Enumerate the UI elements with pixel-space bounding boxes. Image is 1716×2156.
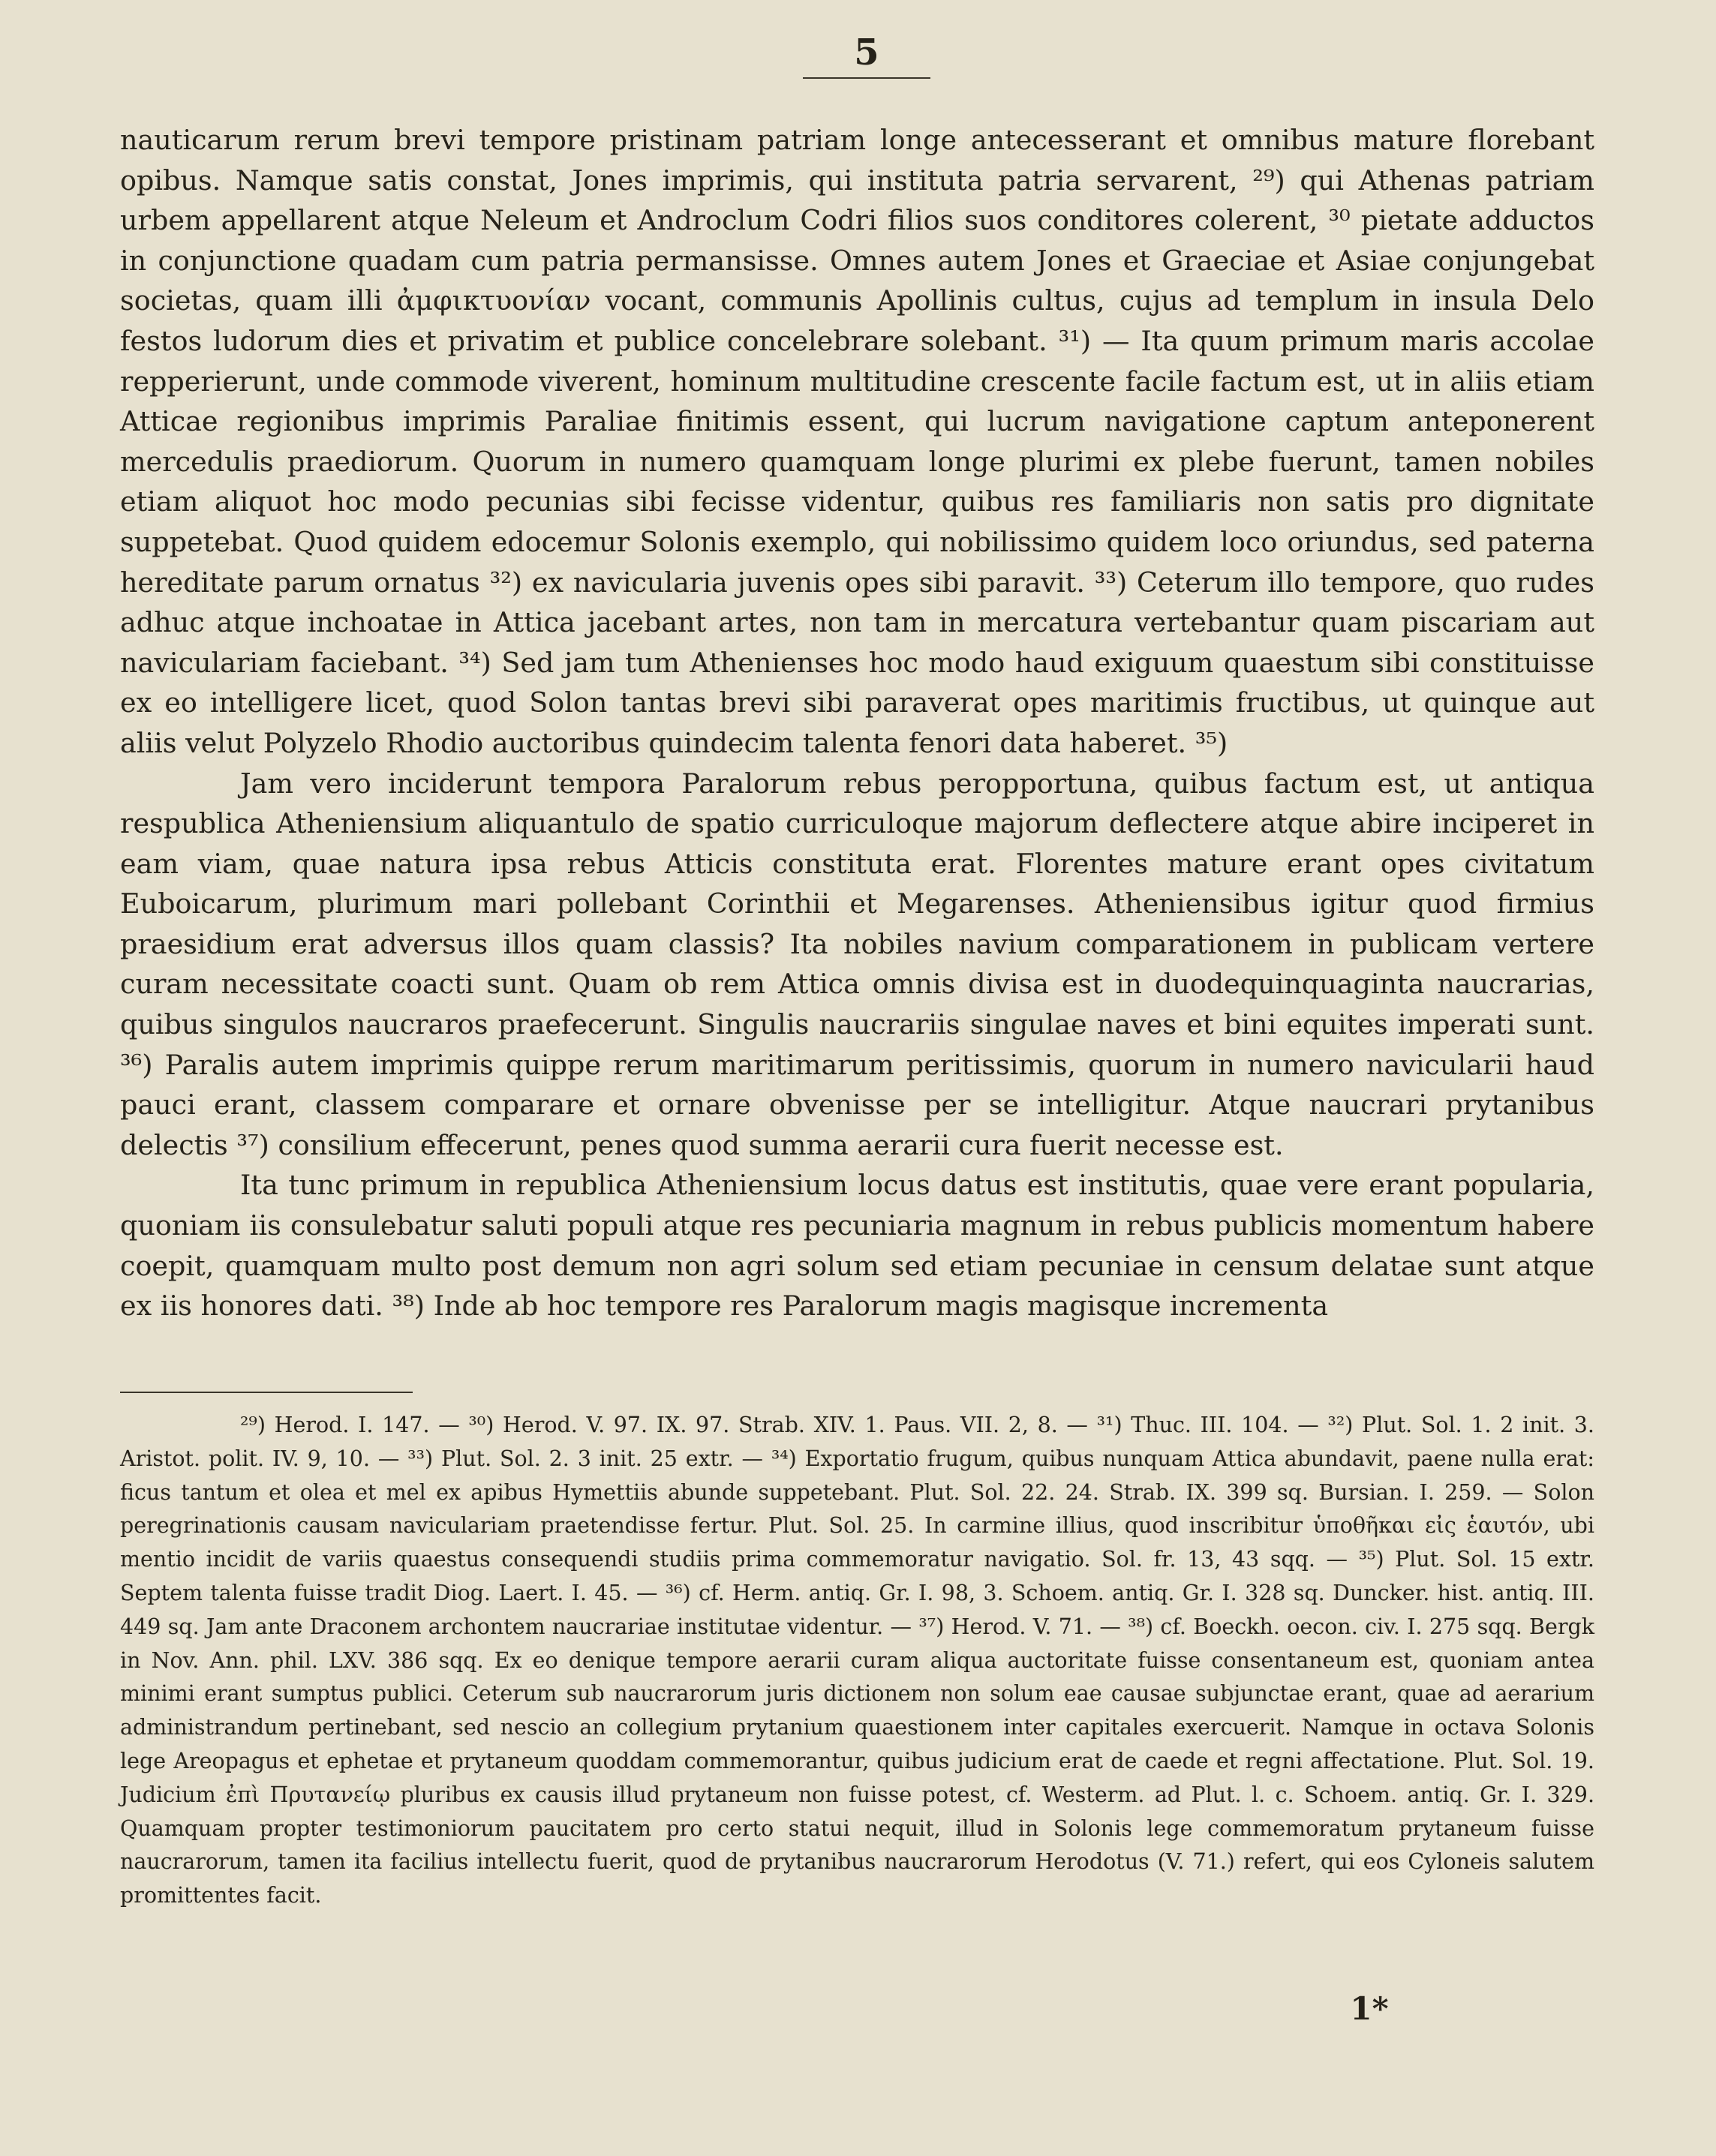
paragraph-3: Ita tunc primum in republica Atheniensium locus datus est institutis, quae vere erant popularia, quoniam iis consulebatur saluti populi atque res pecuniaria magnum in rebus publicis momentum habere coepit, quamquam multo post demum non agri solum sed etiam pecuniae in censum delatae sunt atque ex iis honores dati. ³⁸) Inde ab hoc tempore res Paralorum magis magisque incrementa (120, 1169, 1594, 1323)
header-rule (803, 77, 930, 79)
page-number: 5 (854, 32, 879, 74)
signature-mark: 1* (1350, 1990, 1389, 2027)
footnote-text: ²⁹) Herod. I. 147. — ³⁰) Herod. V. 97. IX. 97. Strab. XIV. 1. Paus. VII. 2, 8. — ³¹) Thuc. III. 104. — ³²) Plut. Sol. 1. 2 init. 3. Aristot. polit. IV. 9, 10. — ³³) Plut. Sol. 2. 3 init. 25 extr. — ³⁴) Exportatio frugum, quibus nunquam Attica abundavit, paene nulla erat: ficus tantum et olea et mel ex apibus Hymettiis abunde suppetebant. Plut. Sol. 22. 24. Strab. IX. 399 sq. Bursian. I. 259. — Solon peregrinationis causam naviculariam praetendisse fertur. Plut. Sol. 25. In carmine illius, quod inscribitur ὑποθῆκαι εἰς ἑαυτόν, ubi mentio incidit de variis quaestus consequendi studiis prima commemoratur navigatio. Sol. fr. 13, 43 sqq. — ³⁵) Plut. Sol. 15 extr. Septem talenta fuisse tradit Diog. Laert. I. 45. — ³⁶) cf. Herm. antiq. Gr. I. 98, 3. Schoem. antiq. Gr. I. 328 sq. Duncker. hist. antiq. III. 449 sq. Jam ante Draconem archontem naucrariae institutae videntur. — ³⁷) Herod. V. 71. — ³⁸) cf. Boeckh. oecon. civ. I. 275 sqq. Bergk in Nov. Ann. phil. LXV. 386 sqq. Ex eo denique tempore aerarii curam aliqua auctoritate fuisse consentaneum est, quoniam antea minimi erant sumptus publici. Ceterum sub naucrarorum juris dictionem non solum eae causae subjunctae erant, quae ad aerarium administrandum pertinebant, sed nescio an collegium prytanium quaestionem inter capitales exercuerit. Namque in octava Solonis lege Areopagus et ephetae et prytaneum quoddam commemorantur, quibus judicium erat de caede et regni affectatione. Plut. Sol. 19. Judicium ἐπὶ Πρυτανείῳ pluribus ex causis illud prytaneum non fuisse potest, cf. Westerm. ad Plut. l. c. Schoem. antiq. Gr. I. 329. Quamquam propter testimoniorum paucitatem pro certo statui nequit, illud in Solonis lege commemoratum prytaneum fuisse naucrarorum, tamen ita facilius intellectu fuerit, quod de prytanibus naucrarorum Herodotus (V. 71.) refert, qui eos Cyloneis salutem promittentes facit. (120, 1413, 1594, 1908)
footnote-separator (120, 1392, 413, 1393)
paragraph-2: Jam vero inciderunt tempora Paralorum rebus peropportuna, quibus factum est, ut antiqua respublica Atheniensium aliquantulo de spatio curriculoque majorum deflectere atque abire inciperet in eam viam, quae natura ipsa rebus Atticis constituta erat. Florentes mature erant opes civitatum Euboicarum, plurimum mari pollebant Corinthii et Megarenses. Atheniensibus igitur quod firmius praesidium erat adversus illos quam classis? Ita nobiles navium comparationem in publicam vertere curam necessitate coacti sunt. Quam ob rem Attica omnis divisa est in duodequinquaginta naucrarias, quibus singulos naucraros praefecerunt. Singulis naucrariis singulae naves et bini equites imperati sunt. ³⁶) Paralis autem imprimis quippe rerum maritimarum peritissimis, quorum in numero navicularii haud pauci erant, classem comparare et ornare obvenisse per se intelligitur. Atque naucrari prytanibus delectis ³⁷) consilium effecerunt, penes quod summa aerarii cura fuerit necesse est. (120, 767, 1594, 1161)
main-text (120, 120, 1594, 1326)
footnotes (120, 1409, 1594, 1913)
paragraph-1: nauticarum rerum brevi tempore pristinam patriam longe antecesserant et omnibus mature florebant opibus. Namque satis constat, Jones imprimis, qui instituta patria servarent, ²⁹) qui Athenas patriam urbem appellarent atque Neleum et Androclum Codri filios suos conditores colerent, ³⁰ pietate adductos in conjunctione quadam cum patria permansisse. Omnes autem Jones et Graeciae et Asiae conjungebat societas, quam illi ἀμφικτυονίαν vocant, communis Apollinis cultus, cujus ad templum in insula Delo festos ludorum dies et privatim et publice concelebrare solebant. ³¹) — Ita quum primum maris accolae repperierunt, unde commode viverent, hominum multitudine crescente facile factum est, ut in aliis etiam Atticae regionibus imprimis Paraliae finitimis essent, qui lucrum navigatione captum anteponerent mercedulis praediorum. Quorum in numero quamquam longe plurimi ex plebe fuerunt, tamen nobiles etiam aliquot hoc modo pecunias sibi fecisse videntur, quibus res familiaris non satis pro dignitate suppetebat. Quod quidem edocemur Solonis exemplo, qui nobilissimo quidem loco oriundus, sed paterna hereditate parum ornatus ³²) ex navicularia juvenis opes sibi paravit. ³³) Ceterum illo tempore, quo rudes adhuc atque inchoatae in Attica jacebant artes, non tam in mercatura vertebantur quam piscariam aut naviculariam faciebant. ³⁴) Sed jam tum Athenienses hoc modo haud exiguum quaestum sibi constituisse ex eo intelligere licet, quod Solon tantas brevi sibi paraverat opes maritimis fructibus, ut quinque aut aliis velut Polyzelo Rhodio auctoribus quindecim talenta fenori data haberet. ³⁵) (120, 124, 1594, 759)
